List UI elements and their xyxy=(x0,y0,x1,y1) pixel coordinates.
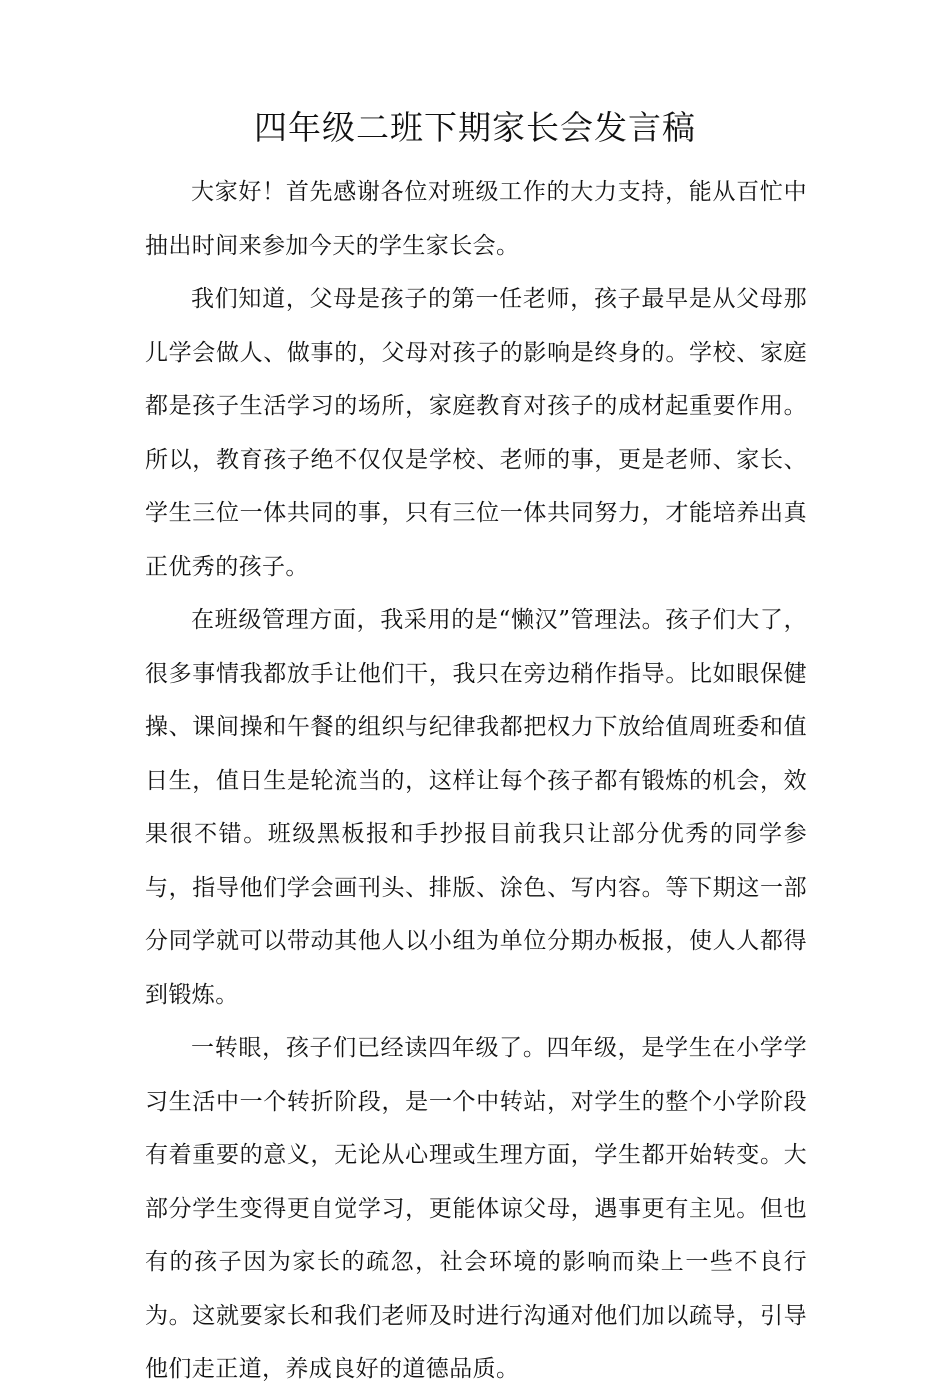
document-title: 四年级二班下期家长会发言稿 xyxy=(254,108,696,147)
paragraph-greeting: 大家好！首先感谢各位对班级工作的大力支持，能从百忙中抽出时间来参加今天的学生家长会。 xyxy=(145,179,807,259)
paragraph-fourth-grade: 一转眼，孩子们已经读四年级了。四年级，是学生在小学学习生活中一个转折阶段，是一个中转站，对学生的整个小学阶段有着重要的意义，无论从心理或生理方面，学生都开始转变。大部分学生变得更自觉学习，更能体谅父母，遇事更有主见。但也有的孩子因为家长的疏忽，社会环境的影响而染上一些不良行为。这就要家长和我们老师及时进行沟通对他们加以疏导，引导他们走正道，养成良好的道德品质。 xyxy=(145,1035,807,1382)
paragraph-class-management: 在班级管理方面，我采用的是“懒汉”管理法。孩子们大了，很多事情我都放手让他们干，我只在旁边稍作指导。比如眼保健操、课间操和午餐的组织与纪律我都把权力下放给值周班委和值日生，值日生是轮流当的，这样让每个孩子都有锻炼的机会，效果很不错。班级黑板报和手抄报目前我只让部分优秀的同学参与，指导他们学会画刊头、排版、涂色、写内容。等下期这一部分同学就可以带动其他人以小组为单位分期办板报，使人人都得到锻炼。 xyxy=(145,607,807,1008)
paragraph-parents-role: 我们知道，父母是孩子的第一任老师，孩子最早是从父母那儿学会做人、做事的，父母对孩子的影响是终身的。学校、家庭都是孩子生活学习的场所，家庭教育对孩子的成材起重要作用。所以，教育孩子绝不仅仅是学校、老师的事，更是老师、家长、学生三位一体共同的事，只有三位一体共同努力，才能培养出真正优秀的孩子。 xyxy=(145,286,807,580)
document-body xyxy=(145,166,807,1397)
